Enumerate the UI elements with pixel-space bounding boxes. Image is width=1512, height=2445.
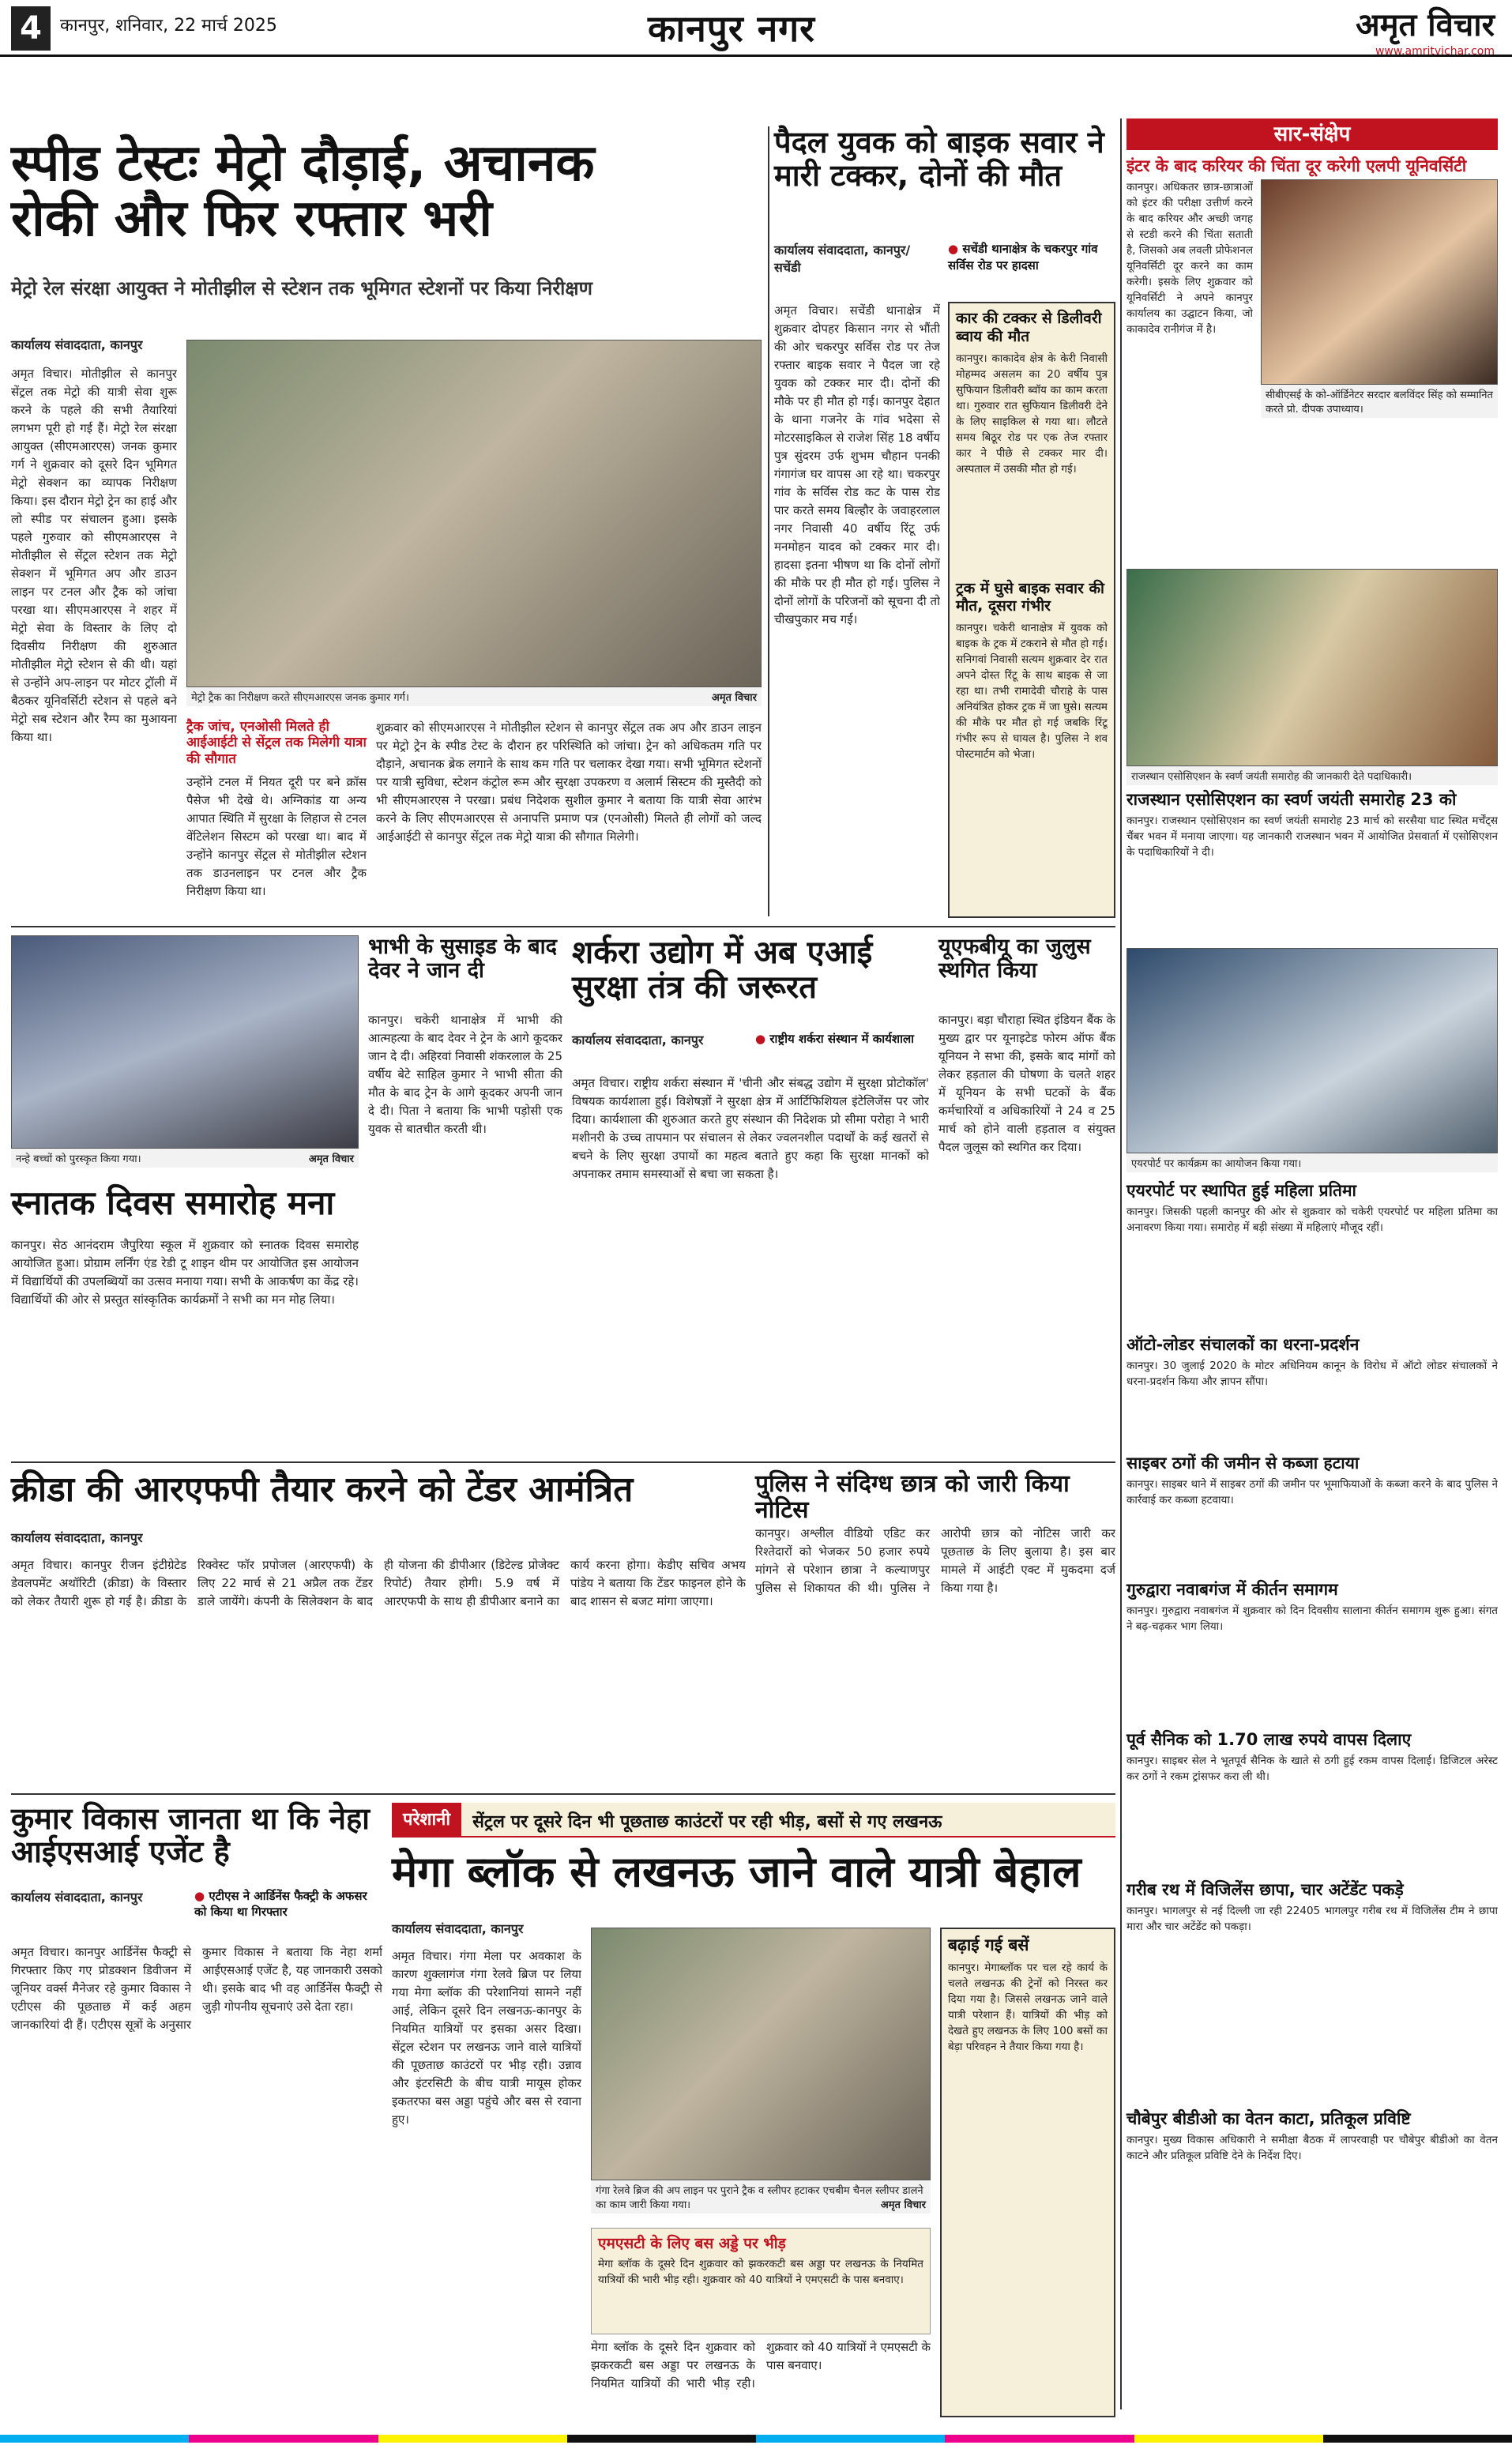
mega-side-box bbox=[940, 1928, 1115, 2417]
metro-photo bbox=[186, 340, 762, 687]
bike-headline: पैदल युवक को बाइक सवार ने मारी टक्कर, दोनों की मौत bbox=[774, 125, 1104, 193]
bike-byline: कार्यालय संवाददाता, कानपुर/ सचेंडी bbox=[774, 243, 911, 275]
metro-body-2: उन्होंने टनल में नियत दूरी पर बने क्रॉस पैसेज भी देखे थे। अग्निकांड या अन्य आपात स्थिति में सुरक्षा के लिहाज से टनल वेंटिलेशन सिस्टम को परखा था। बाद में उन्होंने कानपुर सेंट्रल से मोतीझील स्टेशन तक डाउनलाइन पर टनल और ट्रैक निरीक्षण किया था। bbox=[186, 775, 367, 899]
bhabhi-body: कानपुर। चकेरी थानाक्षेत्र में भाभी की आत्महत्या के बाद देवर ने ट्रेन के आगे कूदकर जान दे दी। अहिरवां निवासी शंकरलाल के 25 वर्षीय बेटे साहिल कुमार ने भाभी सीता की मौत के बाद ट्रेन के आगे कूदकर अपनी जान दे दी। पिता ने बताया कि भाभी पड़ोसी एक युवक से बातचीत करती थी। bbox=[368, 1013, 562, 1136]
mega-photo-caption bbox=[591, 2180, 931, 2214]
metro-deck: मेट्रो रेल संरक्षा आयुक्त ने मोतीझील से स्टेशन तक भूमिगत स्टेशनों पर किया निरीक्षण bbox=[11, 277, 592, 299]
sidebar-item-text: कानपुर। राजस्थान एसोसिएशन का स्वर्ण जयंती समारोह 23 मार्च को सरसैया घाट स्थित मर्चेंट्स चैंबर भवन में मनाया जाएगा। यह जानकारी राजस्थान भवन में आयोजित प्रेसवार्ता में एसोसिएशन के पदाधिकारियों ने दी। bbox=[1126, 814, 1498, 860]
metro-inset bbox=[186, 719, 367, 900]
sidebar-item-text: कानपुर। साइबर सेल ने भूतपूर्व सैनिक के खाते से ठगी हुई रकम वापस दिलाई। डिजिटल अरेस्ट कर ठगों ने रकम ट्रांसफर करा ली थी। bbox=[1126, 1755, 1498, 1784]
neha-byline: कार्यालय संवाददाता, कानपुर bbox=[11, 1890, 143, 1905]
mega-body-2: मेगा ब्लॉक के दूसरे दिन शुक्रवार को झकरकटी बस अड्डा पर लखनऊ के नियमित यात्रियों की भारी भीड़ रही। शुक्रवार को 40 यात्रियों ने एमएसटी के पास बनवाए। bbox=[591, 2340, 931, 2390]
sidebar-item-head: गुरुद्वारा नवाबगंज में कीर्तन समागम bbox=[1126, 1580, 1338, 1599]
mega-byline: कार्यालय संवाददाता, कानपुर bbox=[392, 1921, 524, 1936]
metro-byline: कार्यालय संवाददाता, कानपुर bbox=[11, 337, 143, 352]
sugar-headline: शर्करा उद्योग में अब एआई सुरक्षा तंत्र की जरूरत bbox=[572, 935, 873, 1006]
mega-body: अमृत विचार। गंगा मेला पर अवकाश के कारण शुक्लागंज गंगा रेलवे ब्रिज पर लिया गया मेगा ब्लॉक की परेशानियां सामने नहीं आई, लेकिन दूसरे दिन लखनऊ-कानपुर के नियमित यात्रियों पर इसका असर दिखा। सेंट्रल स्टेशन पर लखनऊ जाने वाले यात्रियों की पूछताछ काउंटरों पर भीड़ रही। उन्नाव और इंटरसिटी के बीच यात्री मायूस होकर इकतरफा बस अड्डा पहुंचे और बस से रवाना हुए। bbox=[392, 1949, 581, 2127]
sidebar-item-head: ऑटो-लोडर संचालकों का धरना-प्रदर्शन bbox=[1126, 1335, 1360, 1354]
bullet-icon: ● bbox=[755, 1032, 766, 1046]
metro-photo-caption bbox=[186, 687, 762, 706]
metro-headline bbox=[11, 136, 769, 247]
neha-tag-text: एटीएस ने आर्डिनेंस फैक्ट्री के अफसर को किया था गिरफ्तार bbox=[194, 1889, 367, 1919]
sidebar-item-text: कानपुर। गुरुद्वारा नवाबगंज में शुक्रवार को दिन दिवसीय सालाना कीर्तन समागम शुरू हुआ। संगत ने बढ़-चढ़कर भाग लिया। bbox=[1126, 1604, 1498, 1634]
sidebar-item-4 bbox=[1126, 1454, 1498, 1587]
brief-head-1: कार की टक्कर से डिलीवरी ब्वाय की मौत bbox=[956, 310, 1102, 345]
ufbu-headline: यूएफबीयू का जुलुस स्थगित किया bbox=[938, 935, 1091, 983]
dateline: कानपुर, शनिवार, 22 मार्च 2025 bbox=[60, 16, 277, 36]
sidebar-item-head: इंटर के बाद करियर की चिंता दूर करेगी एलपी यूनिवर्सिटी bbox=[1126, 156, 1467, 175]
rfp-byline: कार्यालय संवाददाता, कानपुर bbox=[11, 1530, 143, 1545]
sidebar-item-text: कानपुर। भागलपुर से नई दिल्ली जा रही 22405 भागलपुर गरीब रथ में विजिलेंस टीम ने छापा मारा और चार अटेंडेंट को पकड़ा। bbox=[1126, 1905, 1498, 1934]
sidebar-item-5 bbox=[1126, 1580, 1498, 1737]
color-bar bbox=[0, 2435, 1512, 2443]
section-rule bbox=[11, 1461, 1115, 1463]
mega-side-head: बढ़ाई गई बसें bbox=[948, 1935, 1029, 1954]
page-number: 4 bbox=[11, 6, 51, 51]
bhabhi-headline: भाभी के सुसाइड के बाद देवर ने जान दी bbox=[368, 935, 557, 983]
mega-strip-text: सेंट्रल पर दूसरे दिन भी पूछताछ काउंटरों पर रही भीड़, बसों से गए लखनऊ bbox=[461, 1803, 1115, 1838]
convocation-photo-credit: अमृत विचार bbox=[308, 1153, 354, 1165]
sugar-tag-text: राष्ट्रीय शर्करा संस्थान में कार्यशाला bbox=[769, 1032, 915, 1046]
sugar-body: अमृत विचार। राष्ट्रीय शर्करा संस्थान में 'चीनी और संबद्ध उद्योग में सुरक्षा प्रोटोकॉल' विषयक कार्यशाला हुई। विशेषज्ञों ने सुरक्षा क्षेत्र में आर्टिफिशियल इंटेलिजेंस पर जोर दिया। कार्यशाला की शुरुआत करते हुए संस्थान की निदेशक प्रो सीमा परोहा ने भारी मशीनरी के उच्च तापमान पर संचालन से लेकर ज्वलनशील पदार्थों के कई खतरों से बचने के लिए सुरक्षा उपायों का महत्व बताते हुए कहा कि सुरक्षा मानकों को अपनाकर तमाम समस्याओं से बचा जा सकता है। bbox=[572, 1076, 929, 1181]
mega-side-body: कानपुर। मेगाब्लॉक पर चल रहे कार्य के चलते लखनऊ की ट्रेनों को निरस्त कर दिया गया है। जिससे लखनऊ जाने वाले यात्री परेशान हैं। यात्रियों की भीड़ को देखते हुए लखनऊ के लिए 100 बसों का बेड़ा परिवहन ने तैयार किया गया है। bbox=[948, 1962, 1108, 2054]
mega-sub-head: एमएसटी के लिए बस अड्डे पर भीड़ bbox=[598, 2235, 786, 2252]
sidebar-item-head: गरीब रथ में विजिलेंस छापा, चार अटेंडेंट पकड़े bbox=[1126, 1880, 1404, 1899]
convocation-caption-text: नन्हे बच्चों को पुरस्कृत किया गया। bbox=[16, 1153, 141, 1165]
mega-sub-body: मेगा ब्लॉक के दूसरे दिन शुक्रवार को झकरकटी बस अड्डा पर लखनऊ के नियमित यात्रियों की भारी भीड़ रही। शुक्रवार को 40 यात्रियों ने एमएसटी के पास बनवाए। bbox=[598, 2257, 923, 2286]
sidebar-item-head: चौबेपुर बीडीओ का वेतन काटा, प्रतिकूल प्रविष्टि bbox=[1126, 2109, 1411, 2128]
bike-tag bbox=[948, 241, 1115, 274]
sidebar-item-head: साइबर ठगों की जमीन से कब्जा हटाया bbox=[1126, 1454, 1360, 1473]
masthead bbox=[1356, 2, 1495, 58]
sidebar-item-text: कानपुर। मुख्य विकास अधिकारी ने समीक्षा बैठक में लापरवाही पर चौबेपुर बीडीओ का वेतन काटने और प्रतिकूल प्रविष्टि देने के निर्देश दिए। bbox=[1126, 2134, 1498, 2163]
sidebar-item-3 bbox=[1126, 1335, 1498, 1461]
mega-photo-credit: अमृत विचार bbox=[880, 2199, 926, 2211]
brand-name: अमृत विचार bbox=[1356, 6, 1495, 43]
brief-box bbox=[948, 302, 1115, 918]
rfp-body: अमृत विचार। कानपुर रीजन इंटीग्रेटेड डेवलपमेंट अथॉरिटी (क्रीडा) के विस्तार को लेकर तैयारी शुरू हो गई है। क्रीडा के रिक्वेस्ट फॉर प्रपोजल (आरएफपी) के लिए 22 मार्च से 21 अप्रैल तक टेंडर डाले जायेंगे। कंपनी के सिलेक्शन के बाद ही योजना की डीपीआर (डिटेल्ड प्रोजेक्ट रिपोर्ट) तैयार होगी। 5.9 वर्ष में आरएफपी के साथ ही डीपीआर बनाने का कार्य करना होगा। केडीए सचिव अभय पांडेय ने बताया कि टेंडर फाइनल होने के बाद शासन से बजट मांगा जाएगा। bbox=[11, 1558, 746, 1608]
sidebar-caption-1: राजस्थान एसोसिएशन के स्वर्ण जयंती समारोह की जानकारी देते पदाधिकारी। bbox=[1126, 766, 1498, 785]
neha-headline: कुमार विकास जानता था कि नेहा आईएसआई एजेंट है bbox=[11, 1801, 370, 1869]
section-title: कानपुर नगर bbox=[648, 7, 815, 50]
brief-text-1: कानपुर। काकादेव क्षेत्र के केरी निवासी मोहम्मद असलम का 20 वर्षीय पुत्र सुफियान डिलीवरी ब्वॉय का काम करता था। गुरुवार रात सुफियान डिलीवरी देने के लिए साइकिल से गया था। लौटते समय बिठूर रोड पर एक तेज रफ्तार कार ने पीछे से टक्कर मार दी। अस्पताल में उसकी मौत हो गई। bbox=[956, 352, 1108, 476]
brief-text-2: कानपुर। चकेरी थानाक्षेत्र में युवक को बाइक के ट्रक में टकराने से मौत हो गई। सनिगवां निवासी सत्यम शुक्रवार देर रात अपने दोस्त रिंटू के साथ बाइक से जा रहा था। तभी रामादेवी चौराहे के पास अनियंत्रित होकर ट्रक में जा घुसे। सत्यम की मौके पर मौत हो गई जबकि रिंटू गंभीर रूप से घायल है। पुलिस ने शव पोस्टमार्टम को भेजा। bbox=[956, 622, 1108, 762]
metro-body-1: अमृत विचार। मोतीझील से कानपुर सेंट्रल तक मेट्रो की यात्री सेवा शुरू करने के पहले की सभी तैयारियां लगभग पूरी हो गई हैं। मेट्रो रेल संरक्षा आयुक्त (सीएमआरएस) जनक कुमार गर्ग ने शुक्रवार को दूसरे दिन भूमिगत मेट्रो सेक्शन का व्यापक निरीक्षण किया। इस दौरान मेट्रो ट्रेन का हाई और लो स्पीड पर संचालन हुआ। इसके पहले गुरुवार को सीएमआरएस ने मोतीझील से सेंट्रल स्टेशन तक मेट्रो सेक्शन में भूमिगत अप और डाउन लाइन पर टनल और ट्रैक को जांचा परखा था। सीएमआरएस ने शहर में मेट्रो सेवा के विस्तार के लिए दो दिवसीय निरीक्षण की शुरुआत मोतीझील मेट्रो स्टेशन से की थी। यहां से उन्होंने अप-लाइन पर मोटर ट्रॉली में बैठकर यूनिवर्सिटी स्टेशन से पहले बने मेट्रो सब स्टेशन और रैम्प का मुआयना किया था। bbox=[11, 367, 177, 744]
notice-headline: पुलिस ने संदिग्ध छात्र को जारी किया नोटिस bbox=[755, 1470, 1070, 1524]
column-rule bbox=[768, 126, 769, 916]
bike-body: अमृत विचार। सचेंडी थानाक्षेत्र में शुक्रवार दोपहर किसान नगर से भौंती की ओर चकरपुर सर्विस रोड पर तेज रफ्तार बाइक सवार ने पैदल जा रहे युवक को टक्कर मार दी। दोनों की मौके पर ही मौत हो गई। कानपुर देहात के थाना गजनेर के गांव भदेसा से मोटरसाइकिल से राजेश सिंह 18 वर्षीय पुत्र सुंदरम उर्फ शुभम चौहान पनकी गंगागंज घर वापस आ रहे था। चकरपुर गांव के सर्विस रोड कट के पास रोड पार करते समय बिल्हौर के जवाहरलाल नगर निवासी 40 वर्षीय रिंटू उर्फ मनमोहन यादव को टक्कर मार दी। हादसा इतना भीषण था कि दोनों लोगों की मौके पर ही मौत हो गई। पुलिस ने दोनों लोगों के परिजनों को सूचना दी तो चीखपुकार मच गई। bbox=[774, 303, 940, 626]
sidebar-item-text: कानपुर। 30 जुलाई 2020 के मोटर अधिनियम कानून के विरोध में ऑटो लोडर संचालकों ने धरना-प्रदर्शन किया और ज्ञापन सौंपा। bbox=[1126, 1360, 1498, 1389]
brand-website: www.amritvichar.com bbox=[1375, 45, 1495, 58]
sidebar-item-head: राजस्थान एसोसिएशन का स्वर्ण जयंती समारोह 23 को bbox=[1126, 790, 1457, 809]
bike-tag-text: सचेंडी थानाक्षेत्र के चकरपुर गांव सर्विस रोड पर हादसा bbox=[948, 242, 1098, 273]
sidebar-item-7 bbox=[1126, 1880, 1498, 2108]
metro-caption-text: मेट्रो ट्रैक का निरीक्षण करते सीएमआरएस जनक कुमार गर्ग। bbox=[191, 692, 409, 704]
sidebar-item-8 bbox=[1126, 2109, 1498, 2369]
mega-tag: परेशानी bbox=[392, 1803, 461, 1838]
notice-body: कानपुर। अश्लील वीडियो एडिट कर रिश्तेदारों को भेजकर 50 हजार रुपये मांगने से परेशान छात्रा ने कल्याणपुर पुलिस से शिकायत की थी। पुलिस ने आरोपी छात्र को नोटिस जारी कर पूछताछ के लिए बुलाया है। इस बार मामले में आईटी एक्ट में मुकदमा दर्ज किया गया है। bbox=[755, 1526, 1115, 1595]
ufbu-body: कानपुर। बड़ा चौराहा स्थित इंडियन बैंक के मुख्य द्वार पर यूनाइटेड फोरम ऑफ बैंक यूनियन ने सभा की, इसके बाद मांगों को लेकर हड़ताल की घोषणा के चलते शहर में यूनियन के सभी घटकों के बैंक कर्मचारियों व अधिकारियों ने 24 व 25 मार्च को होने वाली हड़ताल व संयुक्त पैदल जुलूस को स्थगित कर दिया। bbox=[938, 1013, 1115, 1154]
sidebar-item-text: कानपुर। जिसकी पहली कानपुर की ओर से शुक्रवार को चकेरी एयरपोर्ट पर महिला प्रतिमा का अनावरण किया गया। समारोह में बड़ी संख्या में महिलाएं मौजूद रहीं। bbox=[1126, 1206, 1498, 1235]
metro-headline-line1: स्पीड टेस्टः मेट्रो दौड़ाई, अचानक bbox=[11, 134, 595, 193]
sidebar-title: सार-संक्षेप bbox=[1126, 118, 1498, 150]
sidebar-caption-2: एयरपोर्ट पर कार्यक्रम का आयोजन किया गया। bbox=[1126, 1153, 1498, 1172]
convocation-body: कानपुर। सेठ आनंदराम जैपुरिया स्कूल में शुक्रवार को स्नातक दिवस समारोह आयोजित हुआ। प्रोग्राम लर्निंग एंड रेडी टू शाइन थीम पर आयोजित इस आयोजन में विद्यार्थियों की उपलब्धियों का उत्सव मनाया गया। सभी के आकर्षण का केंद्र रहे। विद्यार्थियों की ओर से प्रस्तुत सांस्कृतिक कार्यक्रमों ने सभी का मन मोह लिया। bbox=[11, 1238, 359, 1307]
metro-body-3: शुक्रवार को सीएमआरएस ने मोतीझील स्टेशन से कानपुर सेंट्रल तक अप और डाउन लाइन पर मेट्रो ट्रेन के स्पीड टेस्ट के दौरान हर परिस्थिति को जांचा। ट्रेन को अधिकतम गति पर दौड़ाने, अचानक ब्रेक लगाने के साथ कम गति पर चलाकर देखा गया। सभी भूमिगत स्टेशनों पर यात्री सुविधा, स्टेशन कंट्रोल रूम और सुरक्षा उपकरण व अलार्म सिस्टम की मुस्तैदी को भी सीएमआरएस ने परखा। प्रबंध निदेशक सुशील कुमार ने बताया कि यात्री सेवा आरंभ करने के लिए सीएमआरएस से अनापत्ति प्रमाण पत्र (एनओसी) मिलते ही लोगों को जल्द आईआईटी से कानपुर सेंट्रल तक मेट्रो यात्रा की सौगात मिलेगी। bbox=[376, 720, 762, 844]
sidebar-rule bbox=[1120, 118, 1122, 2409]
sidebar-item-text: कानपुर। अधिकतर छात्र-छात्राओं को इंटर की परीक्षा उत्तीर्ण करने के बाद करियर और अच्छी जगह से स्टडी करने की चिंता सताती है, जिसको अब लवली प्रोफेशनल यूनिवर्सिटी दूर करने का काम करेगी। इसके लिए शुक्रवार को यूनिवर्सिटी ने अपने कानपुर कार्यालय का उद्घाटन किया, जो काकादेव रानीगंज में है। bbox=[1126, 181, 1253, 337]
sidebar-item-text: कानपुर। साइबर थाने में साइबर ठगों की जमीन पर भूमाफियाओं के कब्जा करने के बाद पुलिस ने कार्रवाई कर कब्जा हटवाया। bbox=[1126, 1478, 1498, 1507]
convocation-caption bbox=[11, 1149, 359, 1168]
mega-caption-text: गंगा रेलवे ब्रिज की अप लाइन पर पुराने ट्रैक व स्लीपर हटाकर एचबीम चैनल स्लीपर डालने का काम जारी किया गया। bbox=[596, 2185, 923, 2211]
convocation-photo bbox=[11, 935, 359, 1149]
sidebar-caption-0: सीबीएसई के को-ऑर्डिनेटर सरदार बलविंदर सिंह को सम्मानित करते प्रो. दीपक उपाध्याय। bbox=[1261, 385, 1498, 418]
sidebar-item-6 bbox=[1126, 1730, 1498, 1887]
mega-strip bbox=[392, 1803, 1115, 1838]
sidebar-item-2 bbox=[1126, 1181, 1498, 1346]
sidebar-photo-0 bbox=[1261, 179, 1498, 385]
sidebar-item-1 bbox=[1126, 790, 1498, 939]
metro-photo-credit: अमृत विचार bbox=[711, 692, 757, 704]
metro-headline-line2: रोकी और फिर रफ्तार भरी bbox=[11, 190, 492, 249]
sidebar-photo-2 bbox=[1126, 948, 1498, 1153]
metro-inset-head: ट्रैक जांच, एनओसी मिलते ही आईआईटी से सेंट्रल तक मिलेगी यात्रा की सौगात bbox=[186, 719, 367, 767]
section-rule bbox=[11, 926, 1115, 927]
convocation-headline: स्नातक दिवस समारोह मना bbox=[11, 1183, 335, 1222]
sidebar-photo-1 bbox=[1126, 569, 1498, 766]
rfp-headline: क्रीडा की आरएफपी तैयार करने को टेंडर आमंत्रित bbox=[11, 1469, 634, 1510]
mega-photo bbox=[591, 1928, 931, 2180]
sugar-byline: कार्यालय संवाददाता, कानपुर bbox=[572, 1033, 704, 1048]
bullet-icon: ● bbox=[194, 1889, 205, 1903]
mega-sub-box bbox=[591, 2228, 931, 2334]
neha-body: अमृत विचार। कानपुर आर्डिनेंस फैक्ट्री से गिरफ्तार किए गए प्रोडक्शन डिवीजन में जूनियर वर्क्स मैनेजर रहे कुमार विकास ने एटीएस की पूछताछ में कई अहम जानकारियां दी हैं। एटीएस सूत्रों के अनुसार कुमार विकास ने बताया कि नेहा शर्मा आईएसआई एजेंट है, यह जानकारी उसको थी। इसके बाद भी वह आर्डिनेंस फैक्ट्री से जुड़ी गोपनीय सूचनाएं उसे देता रहा। bbox=[11, 1945, 382, 2032]
sugar-tag bbox=[755, 1031, 929, 1047]
section-rule bbox=[11, 1793, 1115, 1795]
sidebar-item-head: एयरपोर्ट पर स्थापित हुई महिला प्रतिमा bbox=[1126, 1181, 1356, 1200]
sidebar-item-0 bbox=[1126, 156, 1498, 418]
mega-headline: मेगा ब्लॉक से लखनऊ जाने वाले यात्री बेहाल bbox=[392, 1847, 1081, 1897]
neha-tag bbox=[194, 1888, 382, 1920]
sidebar-item-head: पूर्व सैनिक को 1.70 लाख रुपये वापस दिलाए bbox=[1126, 1730, 1412, 1749]
brief-head-2: ट्रक में घुसे बाइक सवार की मौत, दूसरा गंभीर bbox=[956, 579, 1104, 615]
bullet-icon: ● bbox=[948, 242, 959, 256]
